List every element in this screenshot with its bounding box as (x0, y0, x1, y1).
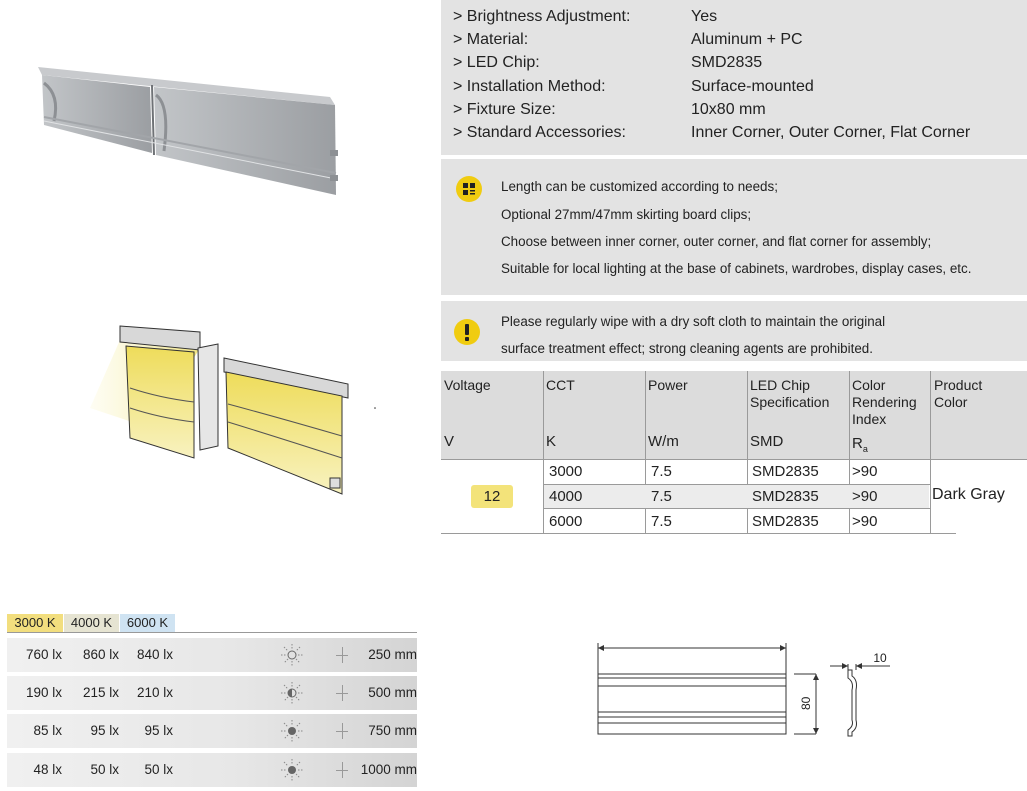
cell-chip: SMD2835 (752, 488, 819, 505)
row-divider (544, 508, 930, 509)
spec-value: Aluminum + PC (691, 31, 803, 48)
unit-cri (852, 435, 868, 454)
col-divider (849, 371, 850, 534)
spec-label: > Fixture Size: (453, 101, 556, 118)
unit-chip: SMD (750, 433, 784, 450)
tab-4000k: 4000 K (64, 614, 119, 632)
spec-table (441, 371, 1027, 534)
lux-6000k: 840 lx (136, 647, 173, 662)
voltage-badge: 12 (471, 485, 513, 508)
spec-label: > Brightness Adjustment: (453, 8, 631, 25)
dimension-drawing (590, 640, 890, 740)
features-note (441, 159, 1027, 295)
lux-4000k: 50 lx (90, 762, 119, 777)
cell-power: 7.5 (651, 513, 672, 530)
sun-filled-icon (280, 758, 304, 782)
lux-row (7, 714, 417, 748)
tab-6000k: 6000 K (120, 614, 175, 632)
lux-3000k: 48 lx (33, 762, 62, 777)
cell-power: 7.5 (651, 488, 672, 505)
spec-panel (441, 0, 1027, 155)
lux-3000k: 85 lx (33, 723, 62, 738)
feature-line: Length can be customized according to needs; (501, 179, 778, 194)
lux-3000k: 760 lx (25, 647, 62, 662)
unit-cct: K (546, 433, 557, 450)
lux-4000k: 215 lx (82, 685, 119, 700)
row-divider (544, 484, 930, 485)
height-dimension-label: 80 (799, 696, 813, 710)
lux-3000k: 190 lx (25, 685, 62, 700)
feature-line: Choose between inner corner, outer corner, and flat corner for assembly; (501, 234, 932, 249)
spec-value: Yes (691, 8, 718, 25)
lux-row (7, 676, 417, 710)
cell-chip: SMD2835 (752, 513, 819, 530)
lux-6000k: 210 lx (136, 685, 173, 700)
cell-power: 7.5 (651, 463, 672, 480)
col-divider (930, 371, 931, 534)
feature-line: Optional 27mm/47mm skirting board clips; (501, 207, 752, 222)
spec-label: > LED Chip: (453, 54, 540, 71)
profile-product-image (30, 55, 350, 215)
lux-6000k: 95 lx (144, 723, 173, 738)
spec-label: > Material: (453, 31, 529, 48)
warning-line: surface treatment effect; strong cleaning agents are prohibited. (501, 341, 873, 356)
header-color: Product Color (934, 377, 983, 410)
row-divider (441, 459, 1027, 460)
lux-row (7, 638, 417, 672)
col-divider (645, 371, 646, 534)
unit-power: W/m (648, 433, 679, 450)
grid-list-icon (456, 176, 482, 202)
cell-cct: 3000 (549, 463, 583, 480)
cell-cri: >90 (852, 463, 878, 480)
lux-distance: 1000 mm (360, 762, 417, 777)
lux-row (7, 753, 417, 787)
lux-distance: 250 mm (368, 647, 417, 662)
spec-value: 10x80 mm (691, 101, 766, 118)
lux-distance: 750 mm (368, 723, 417, 738)
header-cri: Color Rendering Index (852, 377, 917, 427)
sun-filled-icon (280, 719, 304, 743)
cell-cct: 4000 (549, 488, 583, 505)
cell-product-color: Dark Gray (932, 486, 1005, 503)
header-cct: CCT (546, 377, 575, 393)
exclamation-icon (454, 319, 480, 345)
col-divider (543, 371, 544, 534)
cell-chip: SMD2835 (752, 463, 819, 480)
spec-row (453, 78, 1023, 101)
cell-cri: >90 (852, 488, 878, 505)
sun-outline-icon (280, 643, 304, 667)
lux-6000k: 50 lx (144, 762, 173, 777)
warning-line: Please regularly wipe with a dry soft cloth to maintain the original (501, 314, 886, 329)
spec-value: Surface-mounted (691, 78, 814, 95)
header-power: Power (648, 377, 688, 393)
spec-row (453, 101, 1023, 124)
spec-row (453, 124, 1023, 147)
tab-3000k: 3000 K (7, 614, 63, 632)
cell-cri: >90 (852, 513, 878, 530)
row-divider (441, 533, 956, 534)
cell-cct: 6000 (549, 513, 583, 530)
unit-voltage: V (444, 433, 455, 450)
spec-row (453, 8, 1023, 31)
header-voltage: Voltage (444, 377, 491, 393)
illuminance-table (7, 614, 417, 791)
spec-value: Inner Corner, Outer Corner, Flat Corner (691, 124, 971, 141)
unit-cri-sub: a (862, 444, 868, 454)
spec-label: > Installation Method: (453, 78, 606, 95)
header-chip: LED Chip Specification (750, 377, 830, 410)
spec-label: > Standard Accessories: (453, 124, 626, 141)
unit-cri-main: R (852, 435, 863, 452)
sun-half-icon (280, 681, 304, 705)
tab-underline (7, 632, 417, 633)
col-divider (747, 371, 748, 534)
lux-row-divider (7, 750, 417, 752)
spec-row (453, 54, 1023, 77)
spec-value: SMD2835 (691, 54, 763, 71)
lux-4000k: 95 lx (90, 723, 119, 738)
spec-row (453, 31, 1023, 54)
lux-distance: 500 mm (368, 685, 417, 700)
feature-line: Suitable for local lighting at the base of cabinets, wardrobes, display cases, etc. (501, 261, 972, 276)
width-dimension-label: 10 (873, 651, 887, 665)
lit-profile-image (90, 318, 390, 498)
warning-note (441, 301, 1027, 361)
lux-4000k: 860 lx (82, 647, 119, 662)
